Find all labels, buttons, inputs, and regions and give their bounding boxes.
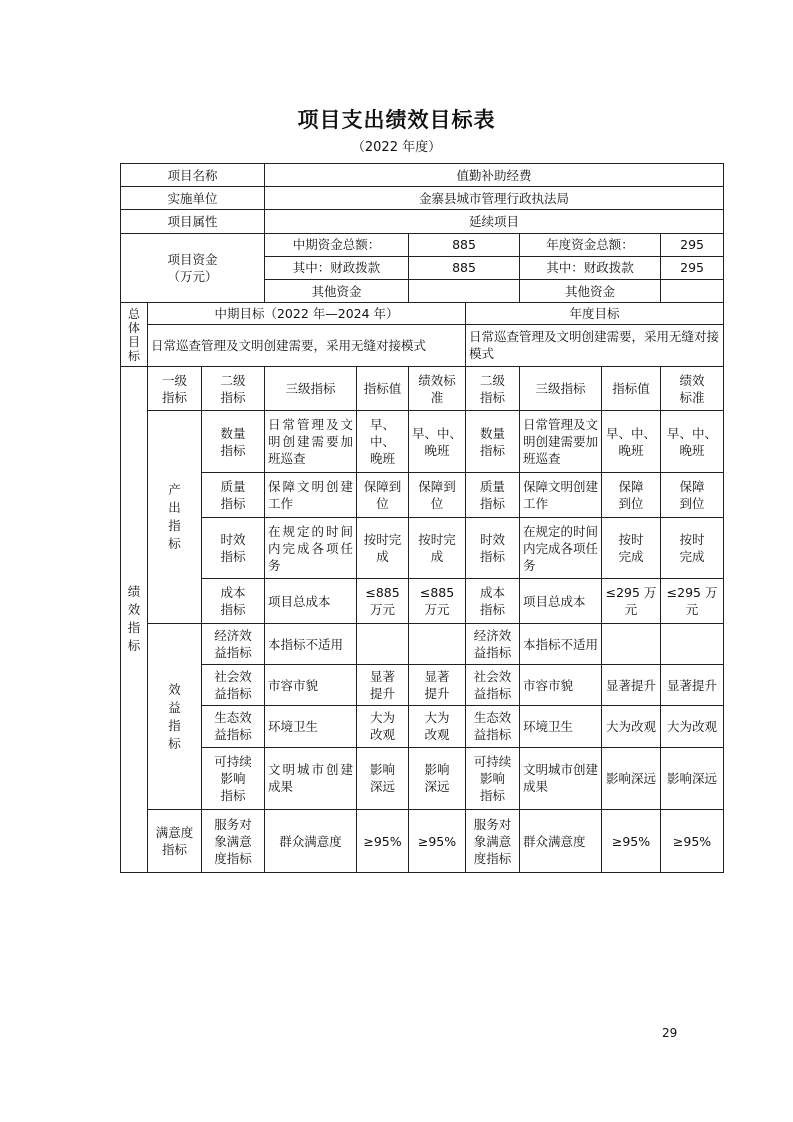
row-l2: 社会效 益指标 [202,664,265,705]
row-standard: 保障到 位 [409,472,466,517]
row-l2: 生态效 益指标 [202,706,265,747]
row-standard-annual [661,624,724,664]
year-fiscal-value: 295 [661,256,724,279]
project-name-label: 项目名称 [121,164,265,187]
year-total-label: 年度资金总额： [520,233,661,256]
row-l3: 市容市貌 [265,664,357,705]
row-value-annual: 大为改观 [602,706,661,747]
mid-other-label: 其他资金 [265,280,409,303]
row-standard: 影响 深远 [409,747,466,810]
project-funds-label: 项目资金 （万元） [121,233,265,303]
row-standard-annual: 影响深远 [661,747,724,810]
row-standard [409,624,466,664]
row-standard-annual: ≤295 万 元 [661,578,724,623]
row-l2: 时效 指标 [202,518,265,579]
row-l3: 项目总成本 [265,578,357,623]
row-value-annual: 保障 到位 [602,472,661,517]
row-standard-annual: ≥95% [661,810,724,873]
row-l3-annual: 日常管理及文明创建需要加班巡查 [520,411,602,473]
row-value: 大为 改观 [357,706,409,747]
row-value-annual: 影响深远 [602,747,661,810]
row-value: 影响 深远 [357,747,409,810]
row-value-annual [602,624,661,664]
row-l3-annual: 市容市貌 [520,664,602,705]
row-l3: 本指标不适用 [265,624,357,664]
row-standard: ≥95% [409,810,466,873]
row-standard: 显著 提升 [409,664,466,705]
mid-total-label: 中期资金总额： [265,233,409,256]
header-level2-annual: 二级 指标 [466,366,520,410]
annual-goal-header: 年度目标 [466,303,724,324]
row-standard-annual: 按时 完成 [661,518,724,579]
row-standard-annual: 显著提升 [661,664,724,705]
row-value: 早、中、 晚班 [357,411,409,473]
mid-fiscal-label: 其中：财政拨款 [265,256,409,279]
year-other-value [661,280,724,303]
row-value: 保障到 位 [357,472,409,517]
year-fiscal-label: 其中：财政拨款 [520,256,661,279]
row-value-annual: ≥95% [602,810,661,873]
row-l2: 质量 指标 [202,472,265,517]
header-level1: 一级 指标 [148,366,202,410]
page-title: 项目支出绩效目标表 [297,108,496,132]
row-l3-annual: 项目总成本 [520,578,602,623]
row-l2-annual: 经济效 益指标 [466,624,520,664]
page-number: 29 [662,1026,678,1040]
row-value-annual: 显著提升 [602,664,661,705]
row-standard-annual: 保障 到位 [661,472,724,517]
row-value-annual: 早、中、 晚班 [602,411,661,473]
row-l3-annual: 环境卫生 [520,706,602,747]
row-l2: 可持续 影响 指标 [202,747,265,810]
mid-total-value: 885 [409,233,520,256]
row-l2: 数量 指标 [202,411,265,473]
performance-goal-table [120,163,724,873]
row-standard: 按时完 成 [409,518,466,579]
project-attribute-label: 项目属性 [121,210,265,233]
year-total-value: 295 [661,233,724,256]
row-l3: 文明城市创建成果 [265,747,357,810]
row-l3: 环境卫生 [265,706,357,747]
project-name-value: 值勤补助经费 [265,164,724,187]
row-l2: 经济效 益指标 [202,624,265,664]
row-l3-annual: 在规定的时间内完成各项任务 [520,518,602,579]
row-l2-annual: 社会效 益指标 [466,664,520,705]
annual-goal-text: 日常巡查管理及文明创建需要，采用无缝对接模式 [466,324,724,366]
row-l3: 在规定的时间内完成各项任务 [265,518,357,579]
benefit-indicator-label: 效 益 指 标 [148,624,202,810]
row-value: ≥95% [357,810,409,873]
row-value: ≤885 万元 [357,578,409,623]
row-l2-annual: 成本 指标 [466,578,520,623]
performance-indicator-label: 绩 效 指 标 [121,366,148,872]
row-l3: 保障文明创建工作 [265,472,357,517]
row-value-annual: ≤295 万 元 [602,578,661,623]
row-l2-annual: 质量 指标 [466,472,520,517]
row-value-annual: 按时 完成 [602,518,661,579]
row-l3-annual: 文明城市创建成果 [520,747,602,810]
mid-term-goal-header: 中期目标（2022 年—2024 年） [148,303,466,324]
row-l2: 服务对 象满意 度指标 [202,810,265,873]
row-l2-annual: 数量 指标 [466,411,520,473]
row-l3: 日常管理及文明创建需要加班巡查 [265,411,357,473]
header-level2: 二级 指标 [202,366,265,410]
mid-fiscal-value: 885 [409,256,520,279]
overall-goal-label: 总 体 目 标 [121,303,148,367]
header-standard-annual: 绩效 标准 [661,366,724,410]
row-standard: 大为 改观 [409,706,466,747]
row-l2: 成本 指标 [202,578,265,623]
row-l3-annual: 群众满意度 [520,810,602,873]
row-l3: 群众满意度 [265,810,357,873]
mid-term-goal-text: 日常巡查管理及文明创建需要，采用无缝对接模式 [148,324,466,366]
row-standard: 早、中、 晚班 [409,411,466,473]
row-l2-annual: 时效 指标 [466,518,520,579]
row-l2-annual: 生态效 益指标 [466,706,520,747]
row-standard-annual: 早、中、 晚班 [661,411,724,473]
satisfaction-indicator-label: 满意度 指标 [148,810,202,873]
row-value: 显著 提升 [357,664,409,705]
row-l2-annual: 服务对 象满意 度指标 [466,810,520,873]
implementing-unit-value: 金寨县城市管理行政执法局 [265,187,724,210]
row-l3-annual: 保障文明创建工作 [520,472,602,517]
row-value [357,624,409,664]
year-other-label: 其他资金 [520,280,661,303]
row-l2-annual: 可持续 影响 指标 [466,747,520,810]
output-indicator-label: 产 出 指 标 [148,411,202,624]
project-attribute-value: 延续项目 [265,210,724,233]
mid-other-value [409,280,520,303]
header-level3-annual: 三级指标 [520,366,602,410]
header-level3: 三级指标 [265,366,357,410]
header-standard: 绩效标 准 [409,366,466,410]
header-value-annual: 指标值 [602,366,661,410]
header-value: 指标值 [357,366,409,410]
implementing-unit-label: 实施单位 [121,187,265,210]
row-value: 按时完 成 [357,518,409,579]
year-subtitle: （2022 年度） [351,140,442,155]
row-standard-annual: 大为改观 [661,706,724,747]
row-standard: ≤885 万元 [409,578,466,623]
row-l3-annual: 本指标不适用 [520,624,602,664]
